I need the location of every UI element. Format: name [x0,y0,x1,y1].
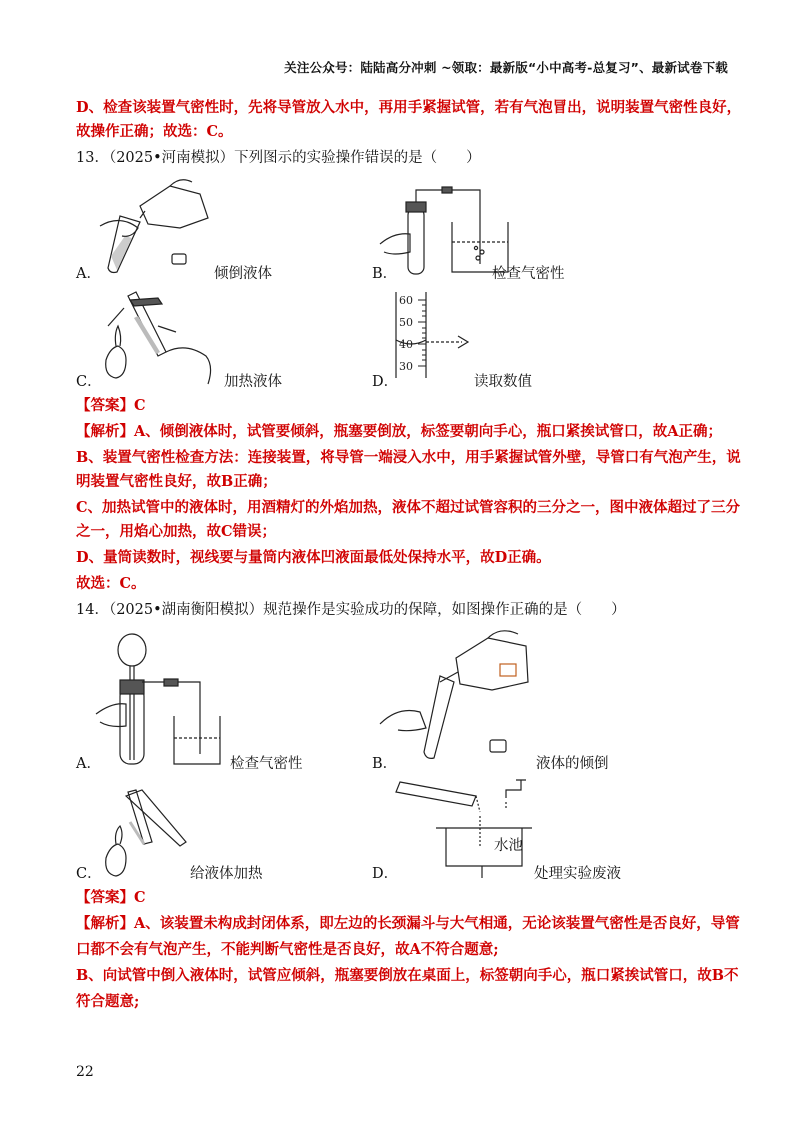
text-line: D、检查该装置气密性时，先将导管放入水中，再用手紧握试管，若有气泡冒出，说明装置气密性良好， [76,99,742,116]
analysis-line: 口都不会有气泡产生，不能判断气密性是否良好，故A不符合题意; [76,941,499,958]
option-letter: D． [372,866,399,882]
page-header: 关注公众号：陆陆高分冲刺 ~领取：最新版“小中高考-总复习”、最新试卷下载 [284,60,728,75]
analysis-line: 明装置气密性良好，故B正确； [76,473,277,490]
figure-sink-waste [396,776,536,880]
cylinder-tick: 40 [399,338,413,351]
option-caption: 液体的倾倒 [536,756,609,772]
sink-label: 水池 [494,838,523,854]
question-13-stem: 13．（2025•河南模拟）下列图示的实验操作错误的是（ ） [76,150,481,166]
option-caption: 检查气密性 [230,756,303,772]
analysis-line: C、加热试管中的液体时，用酒精灯的外焰加热，液体不超过试管容积的三分之一，图中液体超过了三分 [76,499,741,516]
cylinder-tick: 30 [399,360,413,373]
analysis-line: B、装置气密性检查方法：连接装置，将导管一端浸入水中，用手紧握试管外壁，导管口有气泡产生，说 [76,449,741,466]
figure-air-tightness-funnel [96,630,226,768]
answer-13: 【答案】C [76,397,146,414]
option-caption: 倾倒液体 [214,266,272,282]
option-letter: B． [372,266,398,282]
option-letter: A． [76,756,101,772]
option-letter: D． [372,374,399,390]
figure-pour-liquid [100,176,220,276]
analysis-line: B、向试管中倒入液体时，试管应倾斜，瓶塞要倒放在桌面上，标签朝向手心，瓶口紧挨试管口，故B不 [76,967,739,984]
option-letter: A． [76,266,101,282]
option-caption: 给液体加热 [190,866,263,882]
cylinder-tick: 50 [399,316,413,329]
analysis-line: D、量筒读数时，视线要与量筒内液体凹液面最低处保持水平，故D正确。 [76,549,551,566]
figure-pour-liquid-2 [380,628,530,766]
option-letter: C． [76,374,102,390]
page-number: 22 [76,1064,94,1080]
analysis-line: 符合题意; [76,993,140,1010]
text-line: 故操作正确；故选：C。 [76,123,233,140]
analysis-line: 【解析】A、该装置未构成封闭体系，即左边的长颈漏斗与大气相通，无论该装置气密性是否良好，导管 [76,915,740,932]
option-caption: 检查气密性 [492,266,565,282]
figure-heat-liquid-2 [96,782,196,878]
figure-heat-liquid [96,286,226,386]
option-caption: 处理实验废液 [534,866,621,882]
question-14-stem: 14．（2025•湖南衡阳模拟）规范操作是实验成功的保障，如图操作正确的是（ ） [76,602,626,618]
cylinder-tick: 60 [399,294,413,307]
figure-read-cylinder [392,292,482,382]
analysis-line: 【解析】A、倾倒液体时，试管要倾斜，瓶塞要倒放，标签要朝向手心，瓶口紧挨试管口，故A正确； [76,423,722,440]
option-letter: C． [76,866,102,882]
option-caption: 加热液体 [224,374,282,390]
option-caption: 读取数值 [474,374,532,390]
analysis-line: 故选：C。 [76,575,146,592]
answer-14: 【答案】C [76,889,146,906]
analysis-line: 之一，用焰心加热，故C错误； [76,523,277,540]
option-letter: B． [372,756,398,772]
